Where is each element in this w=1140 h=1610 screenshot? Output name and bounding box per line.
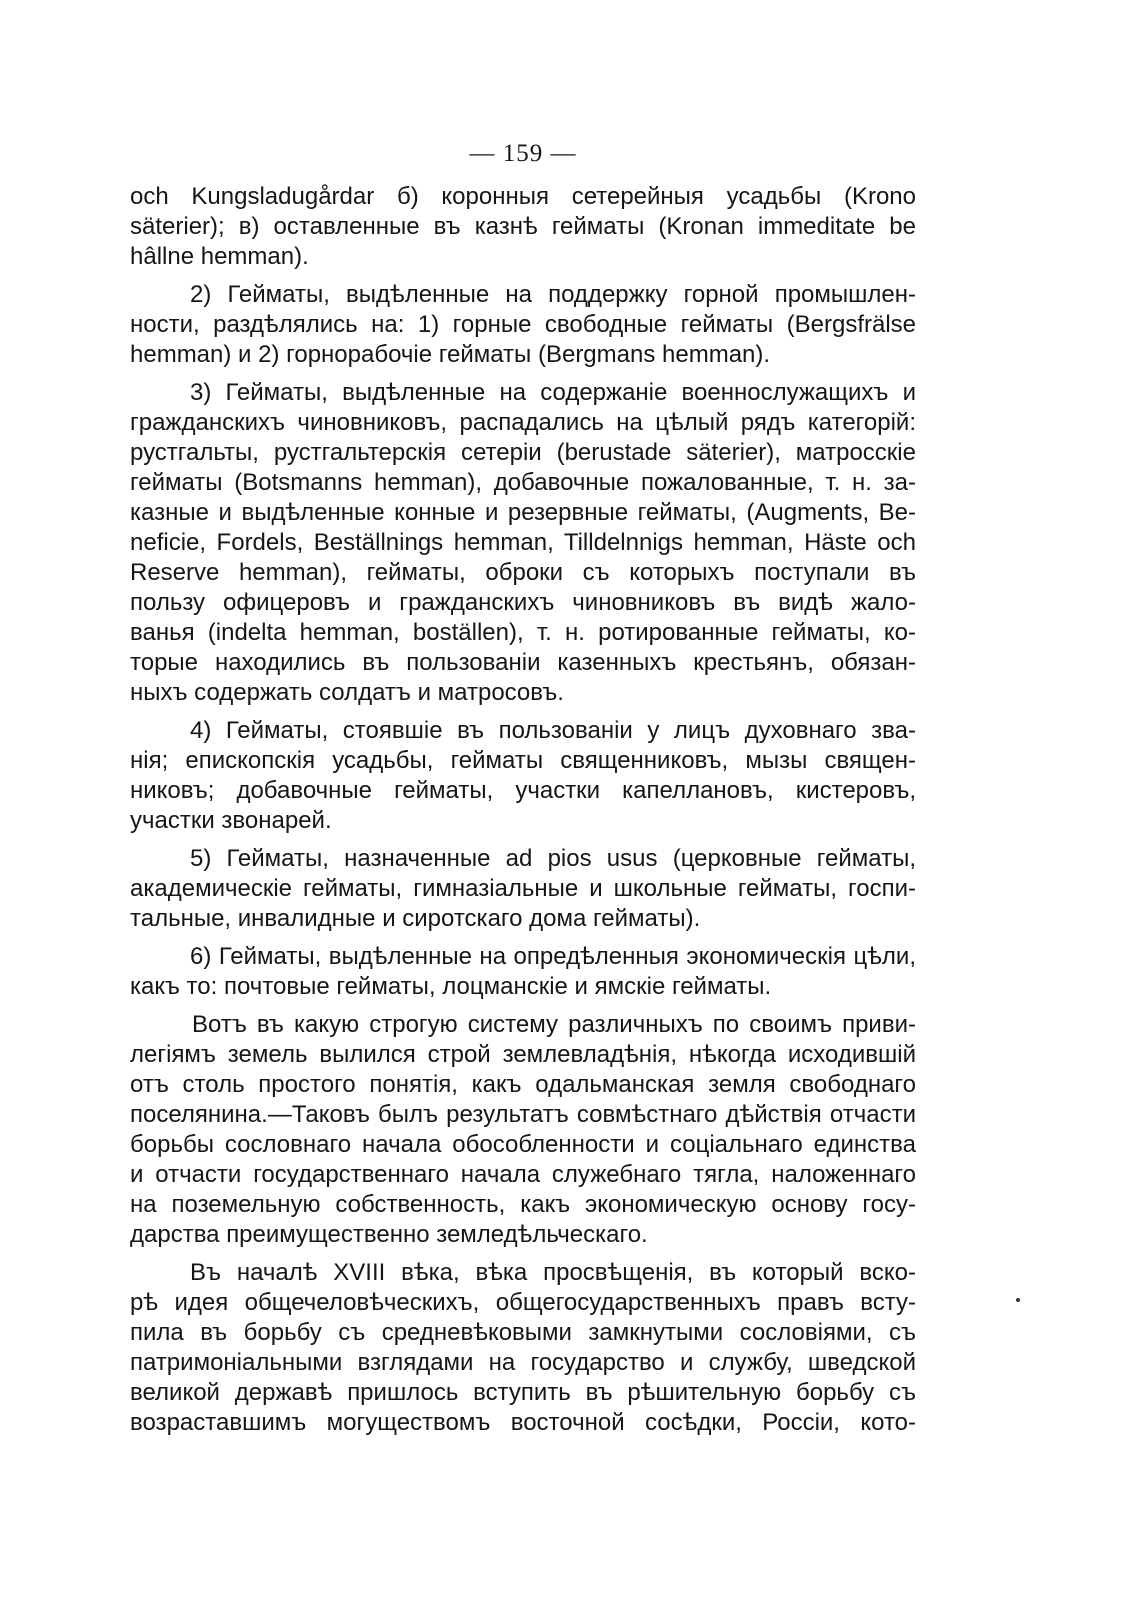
text-line: академическіе гейматы, гимназіальные и школьные гейматы, госпи- [130,875,916,902]
text-line: рустгальты, рустгальтерскія сетеріи (berustade säterier), матросскіе [130,439,916,466]
text-line: Вотъ въ какую строгую систему различныхъ по своимъ приви- [192,1011,916,1038]
text-line: великой державѣ пришлось вступить въ рѣшительную борьбу съ [130,1379,916,1406]
text-line: neficie, Fordels, Beställnings hemman, Tilldelnnigs hemman, Häste och [130,529,916,556]
text-line: участки звонарей. [130,807,332,834]
text-line: тальные, инвалидные и сиротскаго дома гейматы). [130,905,701,932]
text-line: на поземельную собственность, какъ экономическую основу госу- [130,1191,916,1218]
text-line: och Kungsladugårdar б) коронныя сетерейныя усадьбы (Krono [130,183,916,210]
paragraph-summary [130,1010,916,1250]
text-line: ныхъ содержать солдатъ и матросовъ. [130,679,564,706]
text-line: патримоніальными взглядами на государство и службу, шведской [130,1349,916,1376]
text-line: пила въ борьбу съ средневѣковыми замкнутыми сословіями, съ [130,1319,916,1346]
text-line: hemman) и 2) горнорабочіе гейматы (Bergmans hemman). [130,341,771,368]
text-line: поселянина.—Таковъ былъ результатъ совмѣстнаго дѣйствія отчасти [130,1101,916,1128]
text-line: никовъ; добавочные гейматы, участки капеллановъ, кистеровъ, [130,777,916,804]
scan-speck [1016,1298,1020,1302]
text-line: hâllne hemman). [130,243,309,270]
text-line: борьбы сословнаго начала обособленности и соціальнаго единства [130,1131,916,1158]
page-body [130,140,916,1446]
page-number: — 159 — [469,140,577,167]
text-line: Въ началѣ XVIII вѣка, вѣка просвѣщенія, въ который вско- [190,1259,916,1286]
paragraph-item-5 [130,844,916,934]
text-line: отъ столь простого понятія, какъ одальманская земля свободнаго [130,1071,916,1098]
text-line: нія; епископскія усадьбы, гейматы священниковъ, мызы священ- [130,747,916,774]
text-line: 6) Гейматы, выдѣленные на опредѣленныя экономическія цѣли, [190,943,916,970]
paragraph-item-3 [130,378,916,708]
text-line: и отчасти государственнаго начала служебнаго тягла, наложеннаго [130,1161,916,1188]
text-line: торые находились въ пользованіи казенныхъ крестьянъ, обязан- [130,649,916,676]
text-line: 3) Гейматы, выдѣленные на содержаніе военнослужащихъ и [190,379,916,406]
text-line: 5) Гейматы, назначенные ad pios usus (церковные гейматы, [190,845,916,872]
text-line: рѣ идея общечеловѣческихъ, общегосударственныхъ правъ всту- [130,1289,916,1316]
paragraph-18th-century [130,1258,916,1438]
paragraph-item-6 [130,942,916,1002]
paragraph-item-4 [130,716,916,836]
text-line: ности, раздѣлялись на: 1) горные свободные гейматы (Bergsfrälse [130,311,916,338]
text-line: Reserve hemman), гейматы, оброки съ которыхъ поступали въ [130,559,916,586]
text-line: 4) Гейматы, стоявшіе въ пользованіи у лицъ духовнаго зва- [190,717,916,744]
text-line: гражданскихъ чиновниковъ, распадались на цѣлый рядъ категорій: [130,409,916,436]
paragraph-continuation [130,182,916,272]
text-line: пользу офицеровъ и гражданскихъ чиновниковъ въ видѣ жало- [130,589,916,616]
text-line: казные и выдѣленные конные и резервные гейматы, (Augments, Be- [130,499,916,526]
text-line: легіямъ земель вылился строй землевладѣнія, нѣкогда исходившій [130,1041,916,1068]
text-line: säterier); в) оставленные въ казнѣ гейматы (Kronan immeditate be [130,213,916,240]
text-line: дарства преимущественно земледѣльческаго. [130,1221,648,1248]
text-line: гейматы (Botsmanns hemman), добавочные пожалованные, т. н. за- [130,469,916,496]
text-line: ванья (indelta hemman, boställen), т. н. ротированные гейматы, ко- [130,619,916,646]
text-line: 2) Гейматы, выдѣленные на поддержку горной промышлен- [190,281,916,308]
paragraph-item-2 [130,280,916,370]
text-line: какъ то: почтовые гейматы, лоцманскіе и ямскіе гейматы. [130,973,772,1000]
text-line: возраставшимъ могуществомъ восточной сосѣдки, Россіи, кото- [130,1409,916,1436]
